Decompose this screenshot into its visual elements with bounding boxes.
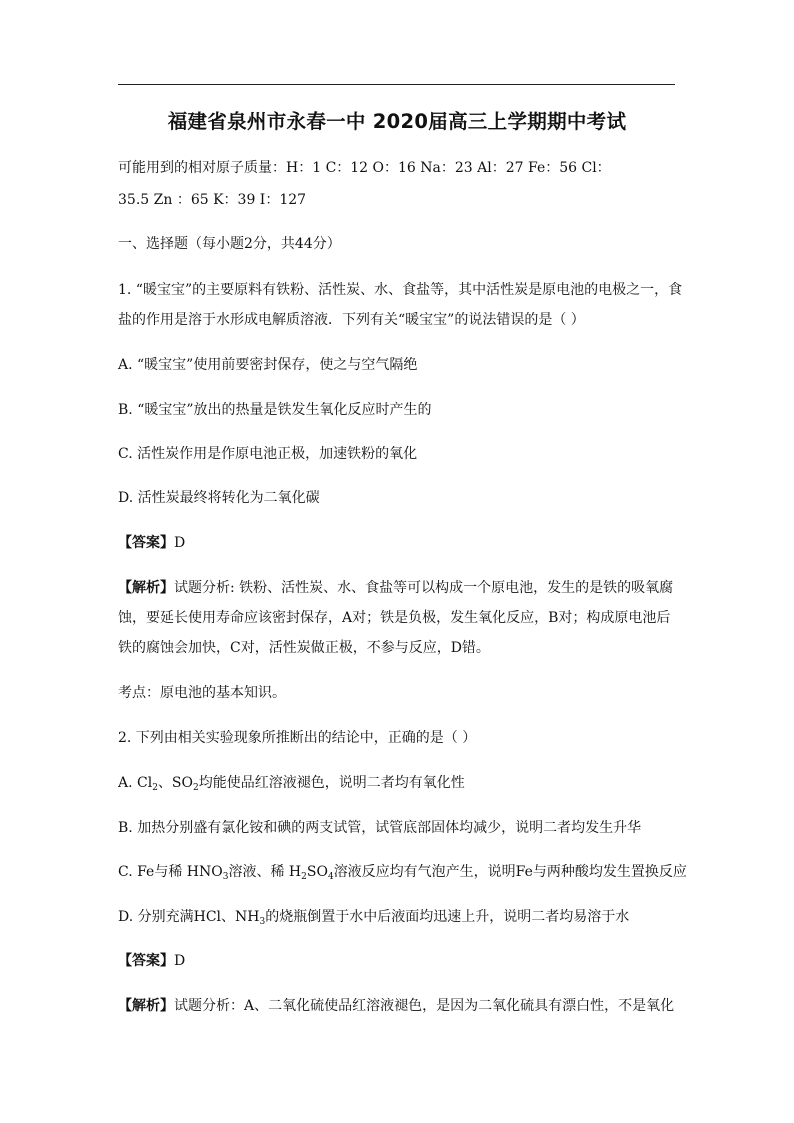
- text-run: 溶液、稀 H: [228, 864, 302, 880]
- q1-option-d: D. 活性炭最终将转化为二氧化碳: [118, 490, 320, 506]
- subscript: 2: [193, 783, 199, 793]
- q2-option-d: [118, 907, 678, 927]
- text-run: 均能使品红溶液褪色，说明二者均有氧化性: [198, 775, 465, 791]
- q1-stem-line-2: 盐的作用是溶于水形成电解质溶液．下列有关“暖宝宝”的说法错误的是（ ）: [118, 312, 585, 328]
- text-run: C. Fe与稀 HNO: [118, 864, 223, 880]
- header-rule: [118, 84, 675, 85]
- q1-analysis-line-3: 铁的腐蚀会加快，C对，活性炭做正极，不参与反应，D错。: [118, 640, 490, 656]
- q2-option-b: B. 加热分别盛有氯化铵和碘的两支试管，试管底部固体均减少，说明二者均发生升华: [118, 820, 642, 836]
- q1-option-c: C. 活性炭作用是作原电池正极，加速铁粉的氧化: [118, 446, 418, 462]
- q1-analysis-line-1: [118, 578, 678, 598]
- section-heading: 一、选择题（每小题2分，共44分）: [118, 236, 341, 252]
- text-run: SO: [306, 864, 328, 880]
- analysis-text: 试题分析: 铁粉、活性炭、水、食盐等可以构成一个原电池，发生的是铁的吸氧腐: [174, 580, 674, 596]
- q1-stem-line-1: 1. “暖宝宝”的主要原料有铁粉、活性炭、水、食盐等，其中活性炭是原电池的电极之一，食: [118, 282, 683, 298]
- subscript: 3: [222, 872, 229, 882]
- subscript: 2: [301, 872, 307, 882]
- answer-label: 【答案】: [118, 953, 174, 969]
- q1-analysis-line-2: 蚀，要延长使用寿命应该密封保存，A对；铁是负极，发生氧化反应，B对；构成原电池后: [118, 610, 671, 626]
- analysis-label: 【解析】: [118, 998, 174, 1014]
- q2-answer: [118, 951, 678, 971]
- atomic-masses-line-2: 35.5 Zn ：65 K：39 I：127: [118, 192, 307, 208]
- q1-kaodian: 考点：原电池的基本知识。: [118, 685, 286, 701]
- text-run: A. Cl: [118, 775, 153, 791]
- q1-answer: [118, 533, 678, 553]
- answer-label: 【答案】: [118, 535, 174, 551]
- text-run: D. 分别充满HCl、NH: [118, 909, 260, 925]
- subscript: 2: [152, 783, 158, 793]
- analysis-text: 试题分析：A、二氧化硫使品红溶液褪色，是因为二氧化硫具有漂白性，不是氧化: [174, 998, 675, 1014]
- subscript: 4: [327, 872, 334, 882]
- text-run: 的烧瓶倒置于水中后液面均迅速上升，说明二者均易溶于水: [265, 909, 630, 925]
- q2-stem: 2. 下列由相关实验现象所推断出的结论中，正确的是（ ）: [118, 730, 477, 746]
- analysis-label: 【解析】: [118, 580, 174, 596]
- text-run: 溶液反应均有气泡产生，说明Fe与两种酸均发生置换反应: [333, 864, 687, 880]
- answer-value: D: [174, 953, 186, 969]
- subscript: 3: [259, 917, 266, 927]
- q2-option-a: [118, 773, 678, 793]
- q2-analysis-line-1: [118, 996, 678, 1016]
- text-run: 、SO: [157, 775, 194, 791]
- q1-option-b: B. “暖宝宝”放出的热量是铁发生氧化反应时产生的: [118, 402, 432, 418]
- q2-option-c: [118, 862, 687, 882]
- answer-value: D: [174, 535, 186, 551]
- q1-option-a: A. “暖宝宝”使用前要密封保存，使之与空气隔绝: [118, 357, 418, 373]
- atomic-masses-line-1: 可能用到的相对原子质量：H：1 C：12 O：16 Na：23 Al：27 Fe：56 Cl：: [118, 160, 611, 176]
- page-title: 福建省泉州市永春一中 2020届高三上学期期中考试: [167, 110, 627, 133]
